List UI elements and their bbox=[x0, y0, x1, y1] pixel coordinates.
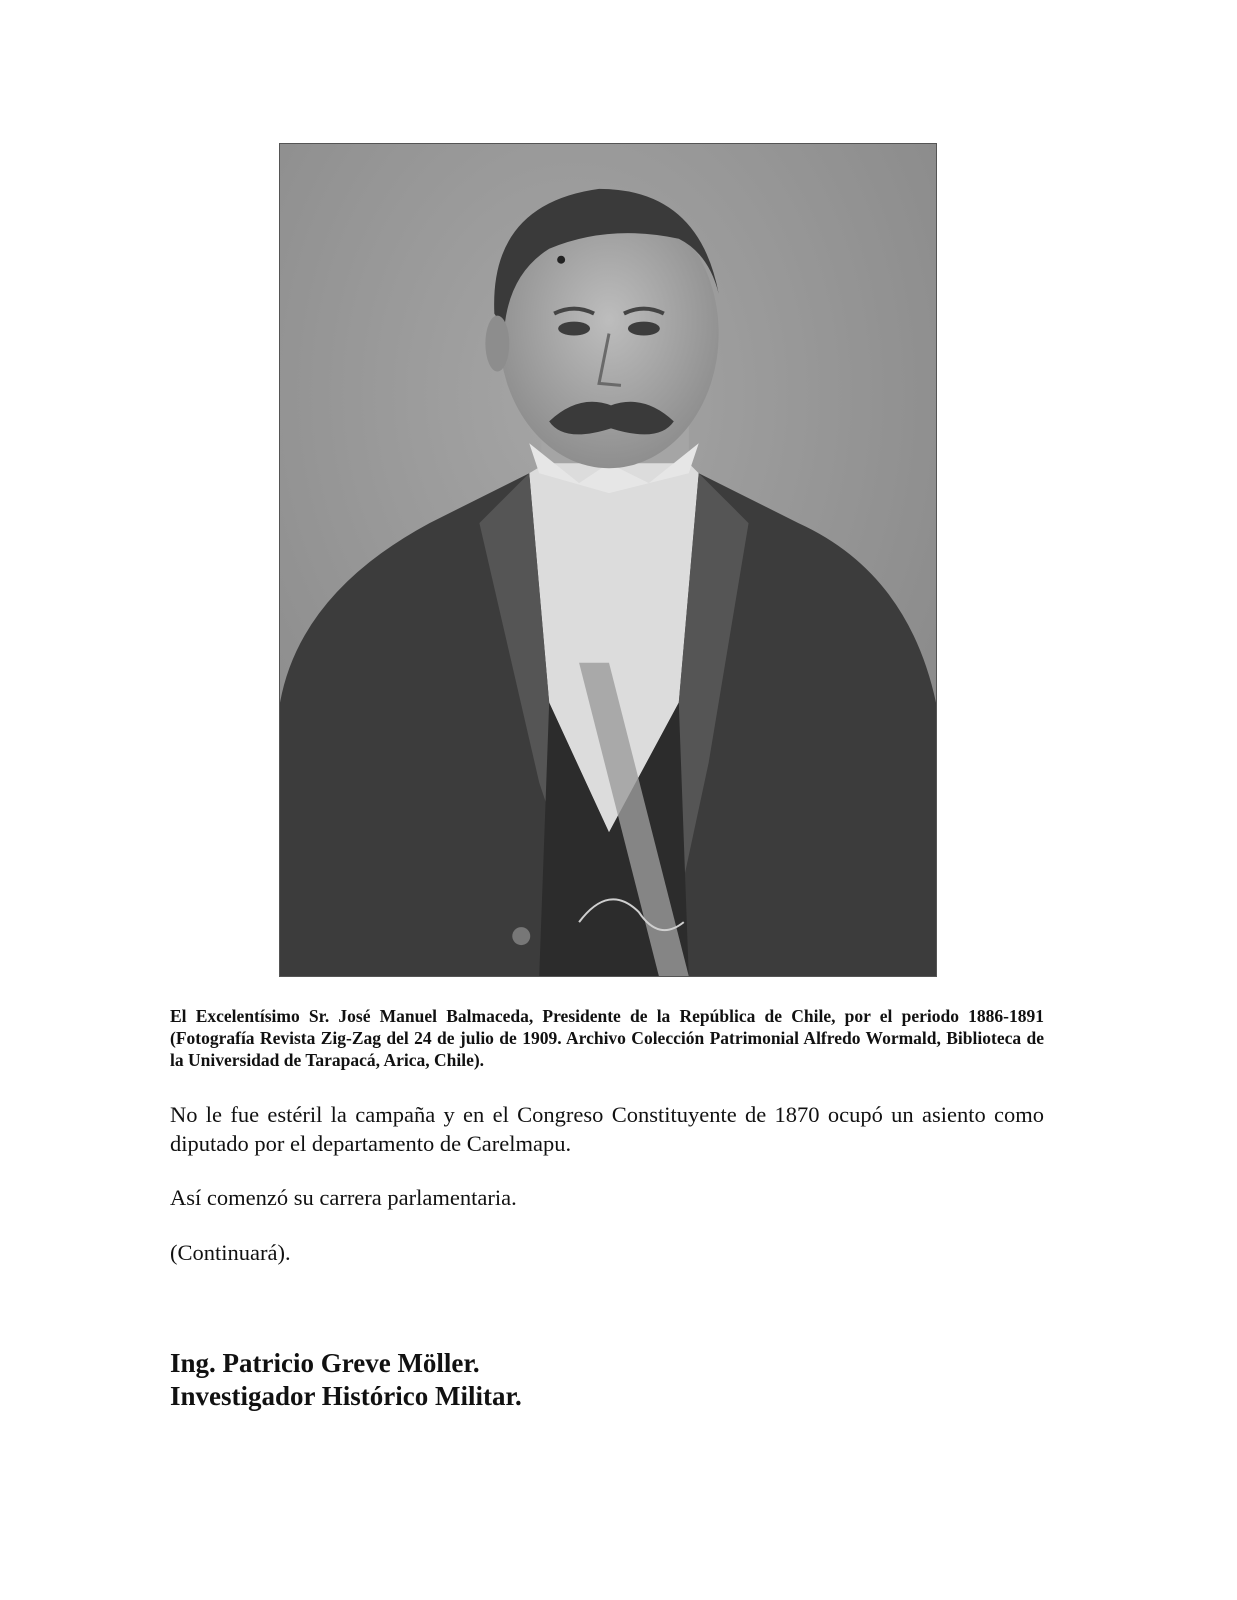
portrait-illustration bbox=[280, 144, 936, 976]
body-paragraph: No le fue estéril la campaña y en el Congreso Constituyente de 1870 ocupó un asiento como diputado por el departamento de Carelmapu. bbox=[170, 1102, 1044, 1156]
photo-caption: El Excelentísimo Sr. José Manuel Balmaceda, Presidente de la República de Chile, por el periodo 1886-1891 (Fotografía Revista Zig-Zag del 24 de julio de 1909. Archivo Colección Patrimonial Alfredo Wormald, Biblioteca de la Universidad de Tarapacá, Arica, Chile). bbox=[170, 1006, 1044, 1070]
portrait-photo bbox=[279, 143, 937, 977]
author-title: Investigador Histórico Militar. bbox=[170, 1381, 522, 1411]
body-paragraph: Así comenzó su carrera parlamentaria. bbox=[170, 1185, 517, 1210]
body-paragraph: (Continuará). bbox=[170, 1240, 291, 1265]
author-name: Ing. Patricio Greve Möller. bbox=[170, 1348, 480, 1378]
